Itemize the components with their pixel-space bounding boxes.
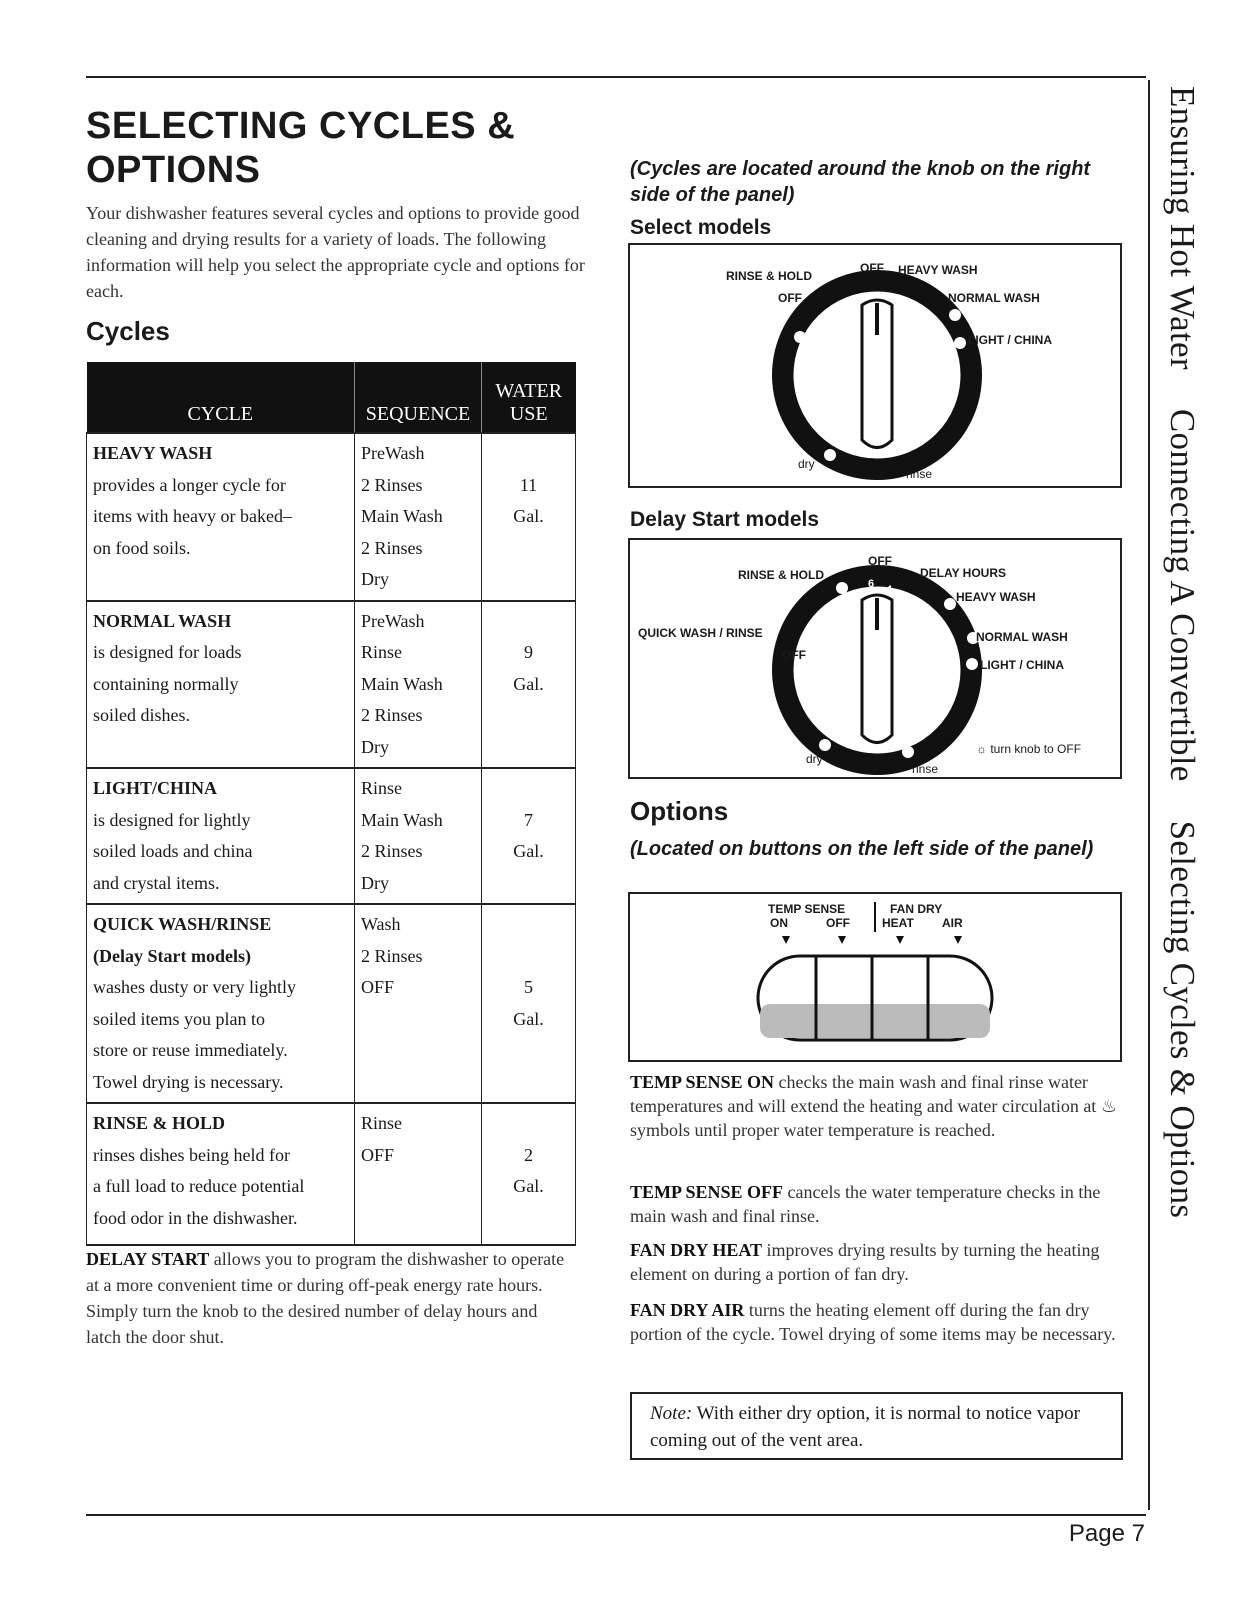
label-normal-wash: NORMAL WASH	[948, 291, 1040, 305]
side-tab-hot-water[interactable]: Ensuring Hot Water	[1163, 86, 1202, 370]
sequence-step: Dry	[361, 736, 389, 757]
option-temp-sense-on	[630, 1070, 1122, 1142]
cycle-desc: is designed for lightly	[93, 809, 251, 830]
table-row	[87, 433, 576, 601]
top-rule	[86, 76, 1146, 78]
option-text: turns the heating element off during the fan dry portion of the cycle. Towel drying of some items may be necessary.	[630, 1300, 1116, 1344]
sequence-step: 2 Rinses	[361, 945, 423, 966]
sequence-step: Main Wash	[361, 809, 443, 830]
cycle-subname: (Delay Start models)	[93, 945, 251, 966]
water-unit: Gal.	[513, 506, 544, 526]
option-buttons-diagram	[628, 892, 1122, 1062]
cycle-name: QUICK WASH/RINSE	[93, 914, 272, 934]
option-lead: FAN DRY AIR	[630, 1300, 745, 1320]
cycle-desc: store or reuse immediately.	[93, 1040, 288, 1060]
water-amount: 11	[519, 474, 538, 495]
label-air: AIR	[942, 916, 963, 930]
label-rinse-hold: RINSE & HOLD	[726, 269, 813, 283]
delay-start-text: allows you to program the dishwasher to operate at a more convenient time or during off-peak energy rate hours. Simply turn the knob to the desired number of delay hours and latch the door shut.	[86, 1249, 565, 1347]
label-hour-6: 6	[868, 578, 875, 590]
label-turn-off	[976, 742, 1081, 756]
sequence-step: Rinse	[361, 642, 403, 662]
sequence-step: Wash	[361, 914, 401, 934]
cycle-desc: a full load to reduce potential	[93, 1176, 305, 1196]
table-row	[87, 904, 576, 1103]
option-text: cancels the water temperature checks in the main wash and final rinse.	[630, 1182, 1101, 1226]
note-box	[630, 1392, 1123, 1460]
delay-models-knob-diagram	[628, 538, 1122, 779]
water-unit: Gal.	[513, 673, 544, 694]
sequence-step: OFF	[361, 977, 395, 997]
col-header-cycle: CYCLE	[87, 362, 355, 433]
cycle-desc: soiled loads and china	[93, 841, 253, 861]
cycles-table	[86, 362, 576, 1246]
water-unit: Gal.	[513, 841, 544, 861]
cycle-desc: soiled items you plan to	[93, 1008, 265, 1029]
cycle-desc: washes dusty or very lightly	[93, 977, 296, 997]
cycle-desc: Towel drying is necessary.	[93, 1071, 284, 1092]
sequence-step: 2 Rinses	[361, 705, 423, 725]
label-heavy-wash: HEAVY WASH	[956, 590, 1036, 604]
cycle-desc: soiled dishes.	[93, 705, 190, 725]
water-amount: 9	[524, 642, 533, 662]
label-dry: dry	[806, 752, 823, 766]
sequence-step: Main Wash	[361, 673, 443, 694]
option-fan-dry-air	[630, 1298, 1122, 1346]
side-tab-strip	[1156, 86, 1202, 1506]
sun-icon: ☼	[976, 742, 991, 756]
select-models-heading: Select models	[630, 216, 772, 239]
cycle-desc: containing normally	[93, 673, 239, 694]
water-amount: 2	[524, 1144, 533, 1165]
page-number: Page 7	[1068, 1520, 1145, 1547]
option-buttons-graphic	[630, 894, 1120, 1060]
select-models-knob-diagram	[628, 243, 1122, 488]
water-unit: Gal.	[513, 1008, 544, 1029]
label-rinse: rinse	[912, 762, 939, 776]
sequence-step: 2 Rinses	[361, 841, 423, 861]
option-text: checks the main wash and final rinse water temperatures and will extend the heating and water circulation at ♨ symbols until proper water temperature is reached.	[630, 1072, 1117, 1140]
label-off-top: OFF	[868, 554, 892, 568]
page-title: SELECTING CYCLES & OPTIONS	[86, 105, 516, 191]
label-rinse: rinse	[906, 467, 933, 481]
table-row	[87, 1103, 576, 1245]
sequence-step: PreWash	[361, 610, 425, 631]
cycle-name: NORMAL WASH	[93, 610, 232, 631]
cycle-desc: food odor in the dishwasher.	[93, 1207, 298, 1228]
side-tab-cycles-options[interactable]: Selecting Cycles & Options	[1163, 820, 1202, 1219]
sequence-step: 2 Rinses	[361, 537, 423, 558]
bottom-rule	[86, 1514, 1146, 1516]
option-lead: TEMP SENSE ON	[630, 1072, 775, 1092]
option-temp-sense-off	[630, 1180, 1122, 1228]
label-delay-hours: DELAY HOURS	[920, 566, 1007, 580]
cycle-desc: items with heavy or baked–	[93, 506, 292, 526]
cycle-desc: and crystal items.	[93, 872, 220, 893]
option-lead: TEMP SENSE OFF	[630, 1182, 784, 1202]
cycle-desc: provides a longer cycle for	[93, 474, 286, 495]
label-quick-wash-rinse: QUICK WASH / RINSE	[638, 626, 763, 640]
options-heading: Options	[630, 796, 729, 826]
sequence-step: Rinse	[361, 1113, 403, 1133]
cycle-name: HEAVY WASH	[93, 443, 213, 463]
side-tab-rule	[1148, 80, 1150, 1510]
label-rinse-hold: RINSE & HOLD	[738, 568, 825, 582]
label-temp-sense: TEMP SENSE	[768, 902, 846, 916]
cycle-desc: is designed for loads	[93, 642, 242, 662]
col-header-water-use: WATER USE	[482, 362, 576, 433]
sequence-step: OFF	[361, 1144, 395, 1165]
water-amount: 5	[524, 977, 533, 997]
option-text: improves drying results by turning the heating element on during a portion of fan dry.	[630, 1240, 1100, 1284]
cycles-location-note: (Cycles are located around the knob on the right side of the panel)	[630, 158, 1091, 206]
sequence-step: Dry	[361, 569, 389, 589]
label-normal-wash: NORMAL WASH	[976, 630, 1068, 644]
cycle-name: RINSE & HOLD	[93, 1113, 226, 1133]
delay-start-paragraph	[86, 1246, 576, 1350]
cycle-desc: on food soils.	[93, 537, 191, 558]
water-amount: 7	[524, 809, 533, 830]
label-on: ON	[770, 916, 788, 930]
label-off-left: OFF	[778, 291, 802, 305]
label-fan-dry: FAN DRY	[890, 902, 943, 916]
label-light-china: LIGHT / CHINA	[968, 333, 1052, 347]
note-lead: Note:	[650, 1403, 693, 1424]
option-fan-dry-heat	[630, 1238, 1122, 1286]
options-location-note: (Located on buttons on the left side of the panel)	[630, 838, 1094, 860]
label-heavy-wash: HEAVY WASH	[898, 263, 978, 277]
sequence-step: 2 Rinses	[361, 474, 423, 495]
cycle-desc: rinses dishes being held for	[93, 1144, 290, 1165]
label-heat: HEAT	[882, 916, 914, 930]
label-hour-2: 2	[904, 592, 911, 604]
knob-icon	[630, 245, 1120, 486]
side-tab-convertible[interactable]: Connecting A Convertible	[1163, 408, 1202, 782]
label-hour-4: 4	[886, 584, 893, 596]
label-dry: dry	[798, 457, 815, 471]
cycle-name: LIGHT/CHINA	[93, 778, 218, 798]
sequence-step: Dry	[361, 872, 389, 893]
sequence-step: PreWash	[361, 443, 425, 463]
label-off: OFF	[826, 916, 850, 930]
cycles-heading: Cycles	[86, 316, 170, 346]
label-turn-off-text: turn knob to OFF	[990, 742, 1082, 756]
label-off-left: OFF	[782, 648, 806, 662]
delay-models-heading: Delay Start models	[630, 508, 820, 531]
water-unit: Gal.	[513, 1176, 544, 1196]
table-row	[87, 601, 576, 769]
delay-start-lead: DELAY START	[86, 1249, 210, 1269]
sequence-step: Rinse	[361, 778, 403, 798]
label-light-china: LIGHT / CHINA	[980, 658, 1064, 672]
intro-paragraph: Your dishwasher features several cycles and options to provide good cleaning and drying results for a variety of loads. The following information will help you select the appropriate cycle and options for each.	[86, 203, 585, 301]
label-off-top: OFF	[860, 261, 884, 275]
sequence-step: Main Wash	[361, 506, 443, 526]
col-header-sequence: SEQUENCE	[355, 362, 482, 433]
note-text: With either dry option, it is normal to notice vapor coming out of the vent area.	[650, 1403, 1081, 1451]
table-row	[87, 768, 576, 904]
option-lead: FAN DRY HEAT	[630, 1240, 763, 1260]
